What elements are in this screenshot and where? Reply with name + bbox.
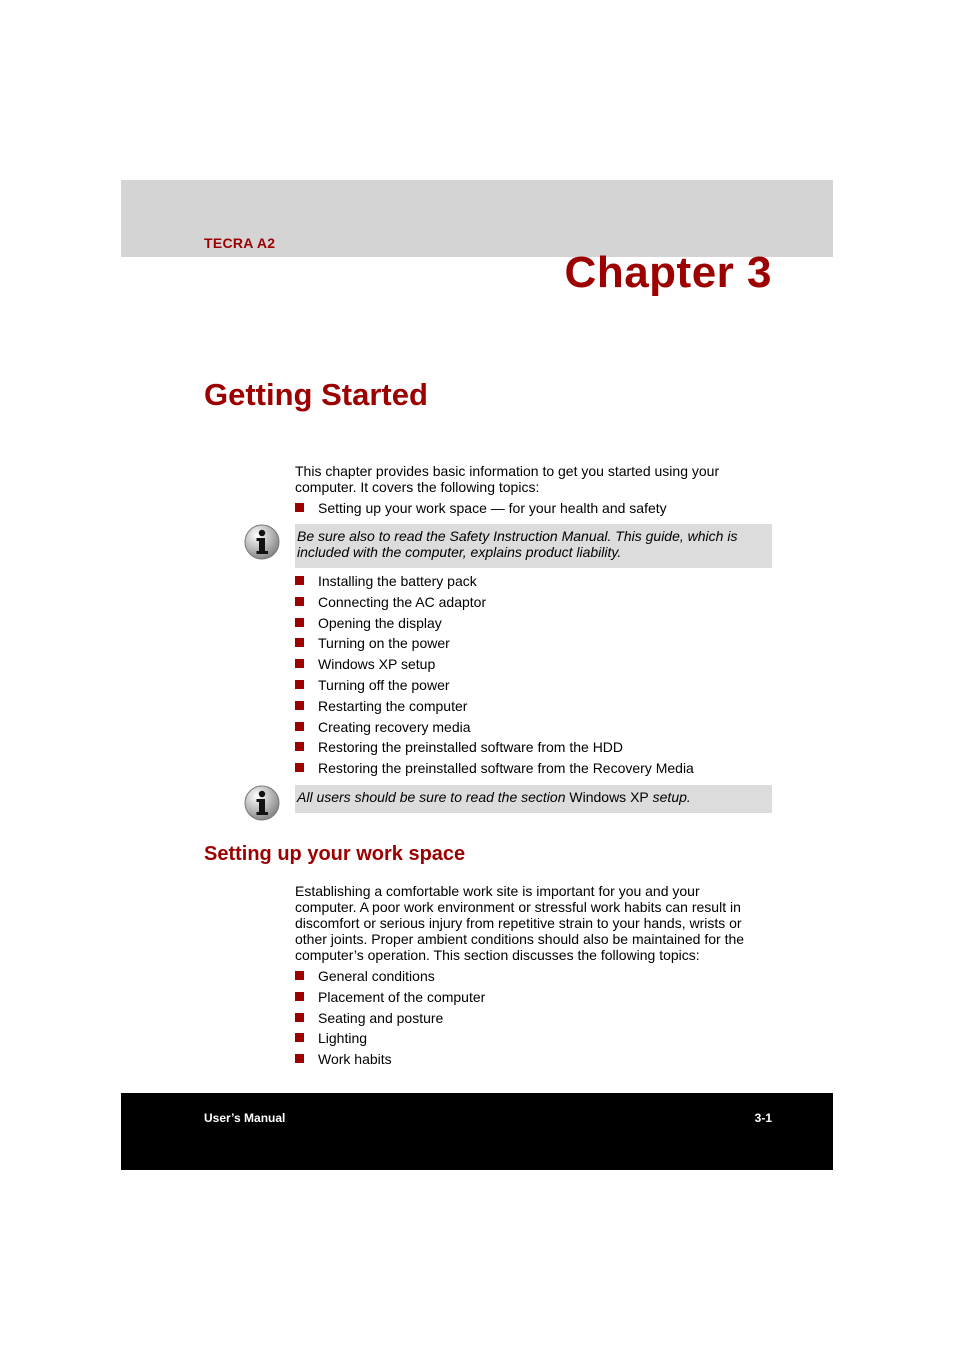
intro-paragraph: This chapter provides basic information to get you started using your computer. It covers the following topics:	[295, 463, 720, 495]
info-icon	[244, 524, 280, 560]
workspace-paragraph: Establishing a comfortable work site is important for you and your computer. A poor work environment or stressful work habits can result in discomfort or serious injury from repetitive strain to your hands, wrists or other joints. Proper ambient conditions should also be maintained for the computer’s operation. This section discusses the following topics:	[295, 883, 745, 963]
list-item: Placement of the computer	[295, 989, 485, 1010]
info-icon	[244, 785, 280, 821]
bullet-icon	[295, 618, 304, 627]
note-box-windows-setup: All users should be sure to read the section Windows XP setup.	[295, 785, 772, 813]
list-item: Lighting	[295, 1030, 485, 1051]
list-item: Windows XP setup	[295, 656, 694, 677]
bullet-icon	[295, 659, 304, 668]
bullet-icon	[295, 1033, 304, 1042]
list-item: Opening the display	[295, 615, 694, 636]
bullet-icon	[295, 1054, 304, 1063]
bullet-icon	[295, 763, 304, 772]
chapter-title: Chapter 3	[564, 248, 772, 297]
bullet-icon	[295, 680, 304, 689]
note-box-safety: Be sure also to read the Safety Instruction Manual. This guide, which is included with the computer, explains product liability.	[295, 524, 772, 568]
section-reference: Windows XP	[569, 789, 649, 805]
list-item: Creating recovery media	[295, 719, 694, 740]
bullet-icon	[295, 722, 304, 731]
list-item: General conditions	[295, 968, 485, 989]
list-item: Setting up your work space — for your health and safety	[295, 500, 667, 521]
section-title: Getting Started	[204, 377, 428, 412]
bullet-icon	[295, 742, 304, 751]
list-item: Work habits	[295, 1051, 485, 1072]
bullet-icon	[295, 576, 304, 585]
list-item: Connecting the AC adaptor	[295, 594, 694, 615]
bullet-icon	[295, 992, 304, 1001]
bullet-icon	[295, 971, 304, 980]
bullet-icon	[295, 1013, 304, 1022]
subsection-title: Setting up your work space	[204, 843, 466, 865]
list-item: Restoring the preinstalled software from the HDD	[295, 739, 694, 760]
workspace-topic-list	[295, 968, 485, 1072]
list-item: Turning on the power	[295, 635, 694, 656]
list-item: Seating and posture	[295, 1010, 485, 1031]
footer-manual-title: User’s Manual	[204, 1111, 286, 1125]
bullet-icon	[295, 701, 304, 710]
topic-list-first	[295, 500, 667, 521]
bullet-icon	[295, 638, 304, 647]
bullet-icon	[295, 503, 304, 512]
topic-list	[295, 573, 694, 781]
list-item: Turning off the power	[295, 677, 694, 698]
bullet-icon	[295, 597, 304, 606]
list-item: Installing the battery pack	[295, 573, 694, 594]
footer-band	[121, 1093, 833, 1170]
list-item: Restoring the preinstalled software from the Recovery Media	[295, 760, 694, 781]
list-item: Restarting the computer	[295, 698, 694, 719]
page-number: 3-1	[754, 1111, 772, 1125]
product-name: TECRA A2	[204, 235, 276, 251]
